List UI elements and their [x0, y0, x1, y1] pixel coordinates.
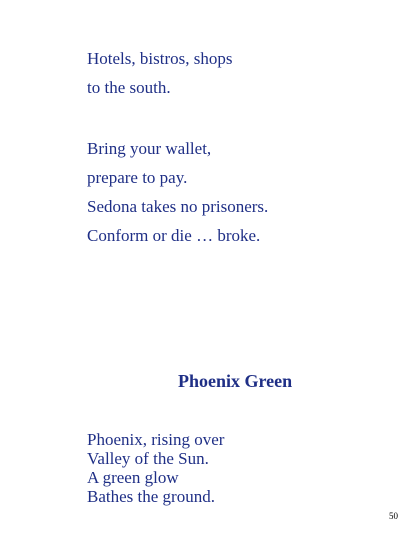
poem-line: to the south.: [87, 78, 171, 97]
poem-line: prepare to pay.: [87, 168, 188, 187]
poem-line: Bring your wallet,: [87, 139, 212, 158]
poem-line: Valley of the Sun.: [87, 449, 209, 468]
poem-line: Phoenix, rising over: [87, 430, 225, 449]
poem-title: Phoenix Green: [178, 371, 293, 391]
poem-line: A green glow: [87, 468, 179, 487]
poem-line: Bathes the ground.: [87, 487, 215, 506]
poem-line: Hotels, bistros, shops: [87, 49, 233, 68]
page-number: 50: [389, 511, 398, 521]
poem-line: Sedona takes no prisoners.: [87, 197, 269, 216]
poem-line: Conform or die … broke.: [87, 226, 261, 245]
